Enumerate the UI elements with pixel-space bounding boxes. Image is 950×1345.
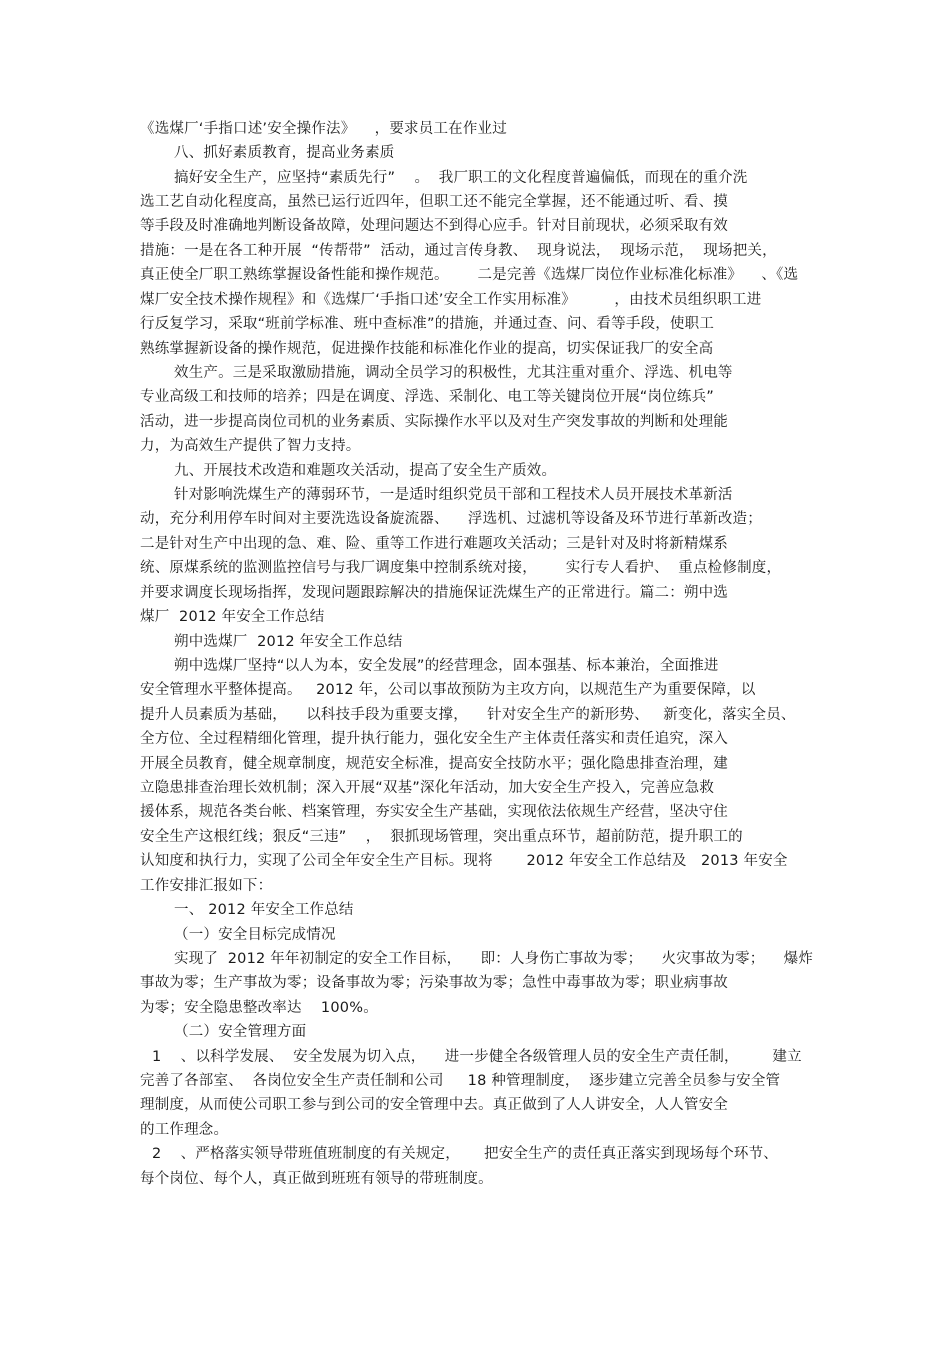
text-line: 全方位、全过程精细化管理，提升执行能力，强化安全生产主体责任落实和责任追究，深入	[140, 731, 728, 747]
subsection-heading: （一）安全目标完成情况	[174, 927, 336, 943]
text-line: 等手段及时准确地判断设备故障，处理问题达不到得心应手。针对目前现状，必须采取有效	[140, 218, 728, 234]
text-line: 工作安排汇报如下：	[140, 878, 273, 894]
text-line: 完善了各部室、 各岗位安全生产责任制和公司 18 种管理制度， 逐步建立完善全员参与安全管	[140, 1073, 781, 1089]
text-line: 的工作理念。	[140, 1122, 229, 1138]
text-line: 实现了 2012 年年初制定的安全工作目标， 即：人身伤亡事故为零； 火灾事故为零； 爆炸	[174, 951, 814, 967]
text-line: 真正使全厂职工熟练掌握设备性能和操作规范。 二是完善《选煤厂岗位作业标准化标准》 、《选	[140, 267, 799, 283]
section-heading: 一、 2012 年安全工作总结	[174, 902, 354, 918]
text-line: 立隐患排查治理长效机制；深入开展“双基”深化年活动，加大安全生产投入，完善应急救	[140, 780, 715, 796]
text-line: 煤厂 2012 年安全工作总结	[140, 609, 325, 625]
text-line: 搞好安全生产，应坚持“素质先行” 。 我厂职工的文化程度普遍偏低，而现在的重介洗	[174, 170, 748, 186]
text-line: 煤厂安全技术操作规程》和《选煤厂‘手指口述’安全工作实用标准》 ，由技术员组织职工进	[140, 292, 762, 308]
text-line: 效生产。三是采取激励措施，调动全员学习的积极性，尤其注重对重介、浮选、机电等	[174, 365, 733, 381]
text-line: 行反复学习，采取“班前学标准、班中查标准”的措施，并通过查、问、看等手段，使职工	[140, 316, 715, 332]
text-line: 理制度，从而使公司职工参与到公司的安全管理中去。真正做到了人人讲安全，人人管安全	[140, 1097, 728, 1113]
subsection-heading: （二）安全管理方面	[174, 1024, 307, 1040]
text-line: 选工艺自动化程度高，虽然已运行近四年，但职工还不能完全掌握，还不能通过听、看、摸	[140, 194, 728, 210]
text-line: 提升人员素质为基础， 以科技手段为重要支撑， 针对安全生产的新形势、 新变化，落实全员、	[140, 707, 796, 723]
text-line: 2 、严格落实领导带班值班制度的有关规定， 把安全生产的责任真正落实到现场每个环节、	[152, 1146, 779, 1162]
text-line: 熟练掌握新设备的操作规范，促进操作技能和标准化作业的提高，切实保证我厂的安全高	[140, 341, 714, 357]
text-line: 针对影响洗煤生产的薄弱环节，一是适时组织党员干部和工程技术人员开展技术革新活	[174, 487, 733, 503]
text-line: 为零；安全隐患整改率达 100%。	[140, 1000, 378, 1016]
text-line: 《选煤厂‘手指口述’安全操作法》 ，要求员工在作业过	[140, 121, 507, 137]
text-line: 援体系，规范各类台帐、档案管理，夯实安全生产基础，实现依法依规生产经营，坚决守住	[140, 804, 728, 820]
text-line: 统、原煤系统的监测监控信号与我厂调度集中控制系统对接， 实行专人看护、 重点检修制度，	[140, 560, 782, 576]
text-line: 动，充分利用停车时间对主要洗选设备旋流器、 浮选机、过滤机等设备及环节进行革新改造；	[140, 511, 762, 527]
section-heading: 八、抓好素质教育，提高业务素质	[174, 145, 395, 161]
text-line: 安全生产这根红线；狠反“三违” ， 狠抓现场管理，突出重点环节，超前防范，提升职工的	[140, 829, 743, 845]
section-heading: 九、开展技术改造和难题攻关活动，提高了安全生产质效。	[174, 463, 557, 479]
text-line: 开展全员教育，健全规章制度，规范安全标准，提高安全技防水平；强化隐患排查治理，建	[140, 756, 728, 772]
text-line: 1 、以科学发展、 安全发展为切入点， 进一步健全各级管理人员的安全生产责任制， 建立	[152, 1049, 802, 1065]
text-line: 每个岗位、每个人，真正做到班班有领导的带班制度。	[140, 1171, 493, 1187]
text-line: 活动，进一步提高岗位司机的业务素质、实际操作水平以及对生产突发事故的判断和处理能	[140, 414, 728, 430]
text-line: 二是针对生产中出现的急、难、险、重等工作进行难题攻关活动；三是针对及时将新精煤系	[140, 536, 728, 552]
text-line: 朔中选煤厂坚持“以人为本，安全发展”的经营理念，固本强基、标本兼治，全面推进	[174, 658, 719, 674]
text-line: 认知度和执行力，实现了公司全年安全生产目标。现将 2012 年安全工作总结及 2013 年安全	[140, 853, 788, 869]
text-line: 事故为零；生产事故为零；设备事故为零；污染事故为零；急性中毒事故为零；职业病事故	[140, 975, 728, 991]
text-line: 安全管理水平整体提高。 2012 年，公司以事故预防为主攻方向，以规范生产为重要保障，以	[140, 682, 756, 698]
text-line: 专业高级工和技师的培养；四是在调度、浮选、采制化、电工等关键岗位开展“岗位练兵”	[140, 389, 715, 405]
document-title: 朔中选煤厂 2012 年安全工作总结	[174, 634, 403, 650]
text-line: 力，为高效生产提供了智力支持。	[140, 438, 361, 454]
text-line: 措施：一是在各工种开展 “传帮带” 活动，通过言传身教、 现身说法， 现场示范， 现场把关，	[140, 243, 777, 259]
text-line: 并要求调度长现场指挥，发现问题跟踪解决的措施保证洗煤生产的正常进行。篇二：朔中选	[140, 585, 728, 601]
